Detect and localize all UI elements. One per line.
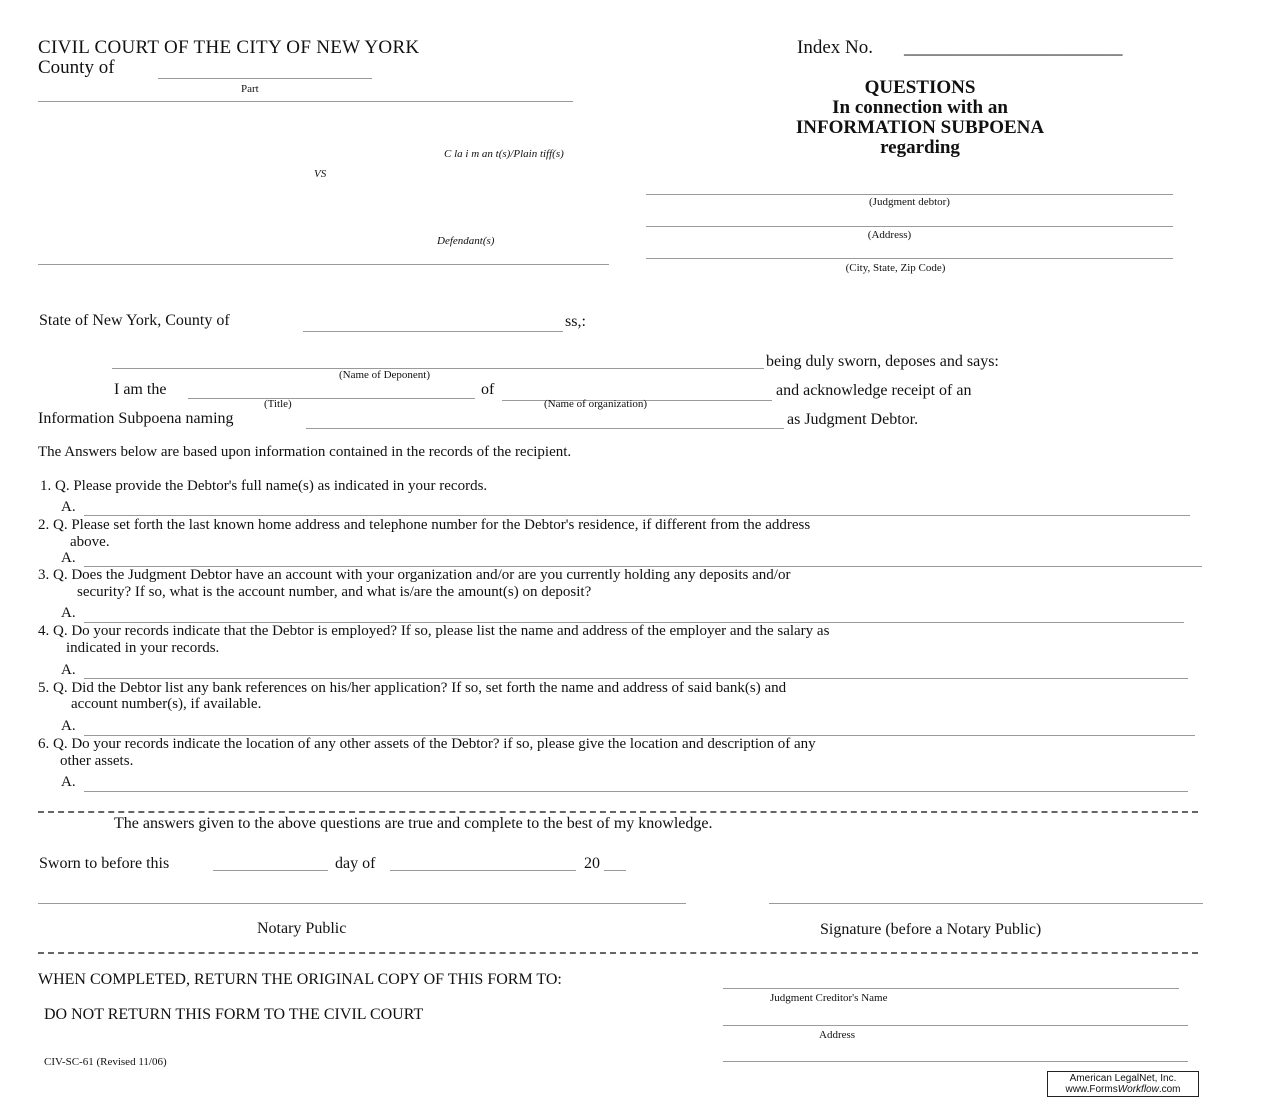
creditor-address-label: Address [819, 1029, 856, 1041]
question-2: 2. Q. Please set forth the last known home address and telephone number for the Debtor's residence, if different from the address [38, 517, 811, 533]
question-4: 4. Q. Do your records indicate that the Debtor is employed? If so, please list the name and address of the employer and the salary as [38, 623, 830, 639]
creditor-address-field[interactable] [723, 1025, 1188, 1026]
vendor-line2: www.FormsWorkflow.com [1065, 1084, 1181, 1095]
organization-field-label: (Name of organization) [544, 398, 648, 410]
as-judgment-debtor-text: as Judgment Debtor. [787, 411, 919, 428]
judgment-debtor-field[interactable] [646, 194, 1173, 195]
state-county-label: State of New York, County of [39, 312, 230, 329]
answer-5-label: A. [61, 718, 76, 734]
creditor-name-field[interactable] [723, 988, 1179, 989]
answer-4-field[interactable] [84, 678, 1188, 679]
i-am-the-text: I am the [114, 381, 167, 398]
title-line4: regarding [880, 137, 960, 158]
acknowledge-text: and acknowledge receipt of an [776, 382, 972, 399]
answer-1-label: A. [61, 499, 76, 515]
caption-bottom-divider [38, 264, 609, 265]
sworn-year-field[interactable] [604, 870, 626, 871]
debtor-city-field[interactable] [646, 258, 1173, 259]
deposes-text: being duly sworn, deposes and says: [766, 353, 999, 370]
title-field[interactable] [188, 398, 475, 399]
dashed-separator-1 [38, 811, 1198, 813]
defendant-label: Defendant(s) [437, 235, 495, 247]
debtor-address-label: (Address) [867, 229, 912, 241]
sworn-day-field[interactable] [213, 870, 328, 871]
county-field[interactable] [158, 78, 372, 79]
ss-label: ss,: [565, 313, 586, 330]
county-label: County of [38, 57, 115, 78]
deponent-signature-field[interactable] [769, 903, 1203, 904]
title-field-label: (Title) [264, 398, 292, 410]
vendor-line1: American LegalNet, Inc. [1069, 1073, 1177, 1084]
answer-6-field[interactable] [84, 791, 1188, 792]
creditor-name-label: Judgment Creditor's Name [770, 992, 888, 1004]
question-1: 1. Q. Please provide the Debtor's full name(s) as indicated in your records. [40, 478, 488, 494]
caption-divider [38, 101, 573, 102]
question-5-cont: account number(s), if available. [71, 696, 262, 712]
when-completed-text: WHEN COMPLETED, RETURN THE ORIGINAL COPY OF THIS FORM TO: [38, 971, 562, 988]
signature-label: Signature (before a Notary Public) [820, 921, 1042, 938]
claimant-label: C la i m an t(s)/Plain tiff(s) [444, 148, 564, 160]
title-line3: INFORMATION SUBPOENA [795, 117, 1045, 138]
vendor-box [1047, 1071, 1199, 1097]
deponent-name-label: (Name of Deponent) [339, 369, 431, 381]
vs-label: VS [314, 168, 327, 180]
affidavit-county-field[interactable] [303, 331, 563, 332]
question-6: 6. Q. Do your records indicate the location of any other assets of the Debtor? if so, please give the location and description of any [38, 736, 816, 752]
question-3-cont: security? If so, what is the account number, and what is/are the amount(s) on deposit? [77, 584, 592, 600]
title-line1: QUESTIONS [864, 77, 976, 98]
question-3: 3. Q. Does the Judgment Debtor have an account with your organization and/or are you currently holding any deposits and/or [38, 567, 791, 583]
index-label: Index No. [797, 37, 873, 58]
dashed-separator-2 [38, 952, 1198, 954]
debtor-city-label: (City, State, Zip Code) [845, 262, 946, 274]
debtor-address-field[interactable] [646, 226, 1173, 227]
answers-based-text: The Answers below are based upon information contained in the records of the recipient. [38, 444, 572, 460]
answer-1-field[interactable] [84, 515, 1190, 516]
court-name: CIVIL COURT OF THE CITY OF NEW YORK [38, 37, 420, 58]
subpoena-naming-text: Information Subpoena naming [38, 410, 234, 427]
part-label: Part [241, 83, 259, 95]
answer-6-label: A. [61, 774, 76, 790]
title-line2: In connection with an [832, 97, 1008, 118]
answer-2-label: A. [61, 550, 76, 566]
question-4-cont: indicated in your records. [66, 640, 220, 656]
index-number-field[interactable]: _______________________ [904, 37, 1123, 58]
sworn-month-field[interactable] [390, 870, 576, 871]
year-prefix: 20 [584, 855, 600, 872]
question-5: 5. Q. Did the Debtor list any bank references on his/her application? If so, set forth the name and address of said bank(s) and [38, 680, 787, 696]
sworn-text: Sworn to before this [39, 855, 170, 872]
question-6-cont: other assets. [60, 753, 134, 769]
deponent-name-field[interactable] [112, 368, 764, 369]
question-2-cont: above. [70, 534, 110, 550]
creditor-address-field-2[interactable] [723, 1061, 1188, 1062]
form-id: CIV-SC-61 (Revised 11/06) [44, 1056, 167, 1068]
notary-label: Notary Public [257, 920, 347, 937]
answer-4-label: A. [61, 662, 76, 678]
answer-3-label: A. [61, 605, 76, 621]
notary-signature-field[interactable] [38, 903, 686, 904]
day-of-text: day of [335, 855, 376, 872]
true-complete-text: The answers given to the above questions are true and complete to the best of my knowledge. [114, 815, 713, 832]
debtor-named-field[interactable] [306, 428, 784, 429]
judgment-debtor-label: (Judgment debtor) [869, 196, 950, 208]
of-text: of [481, 381, 495, 398]
do-not-return-text: DO NOT RETURN THIS FORM TO THE CIVIL COURT [44, 1006, 424, 1023]
